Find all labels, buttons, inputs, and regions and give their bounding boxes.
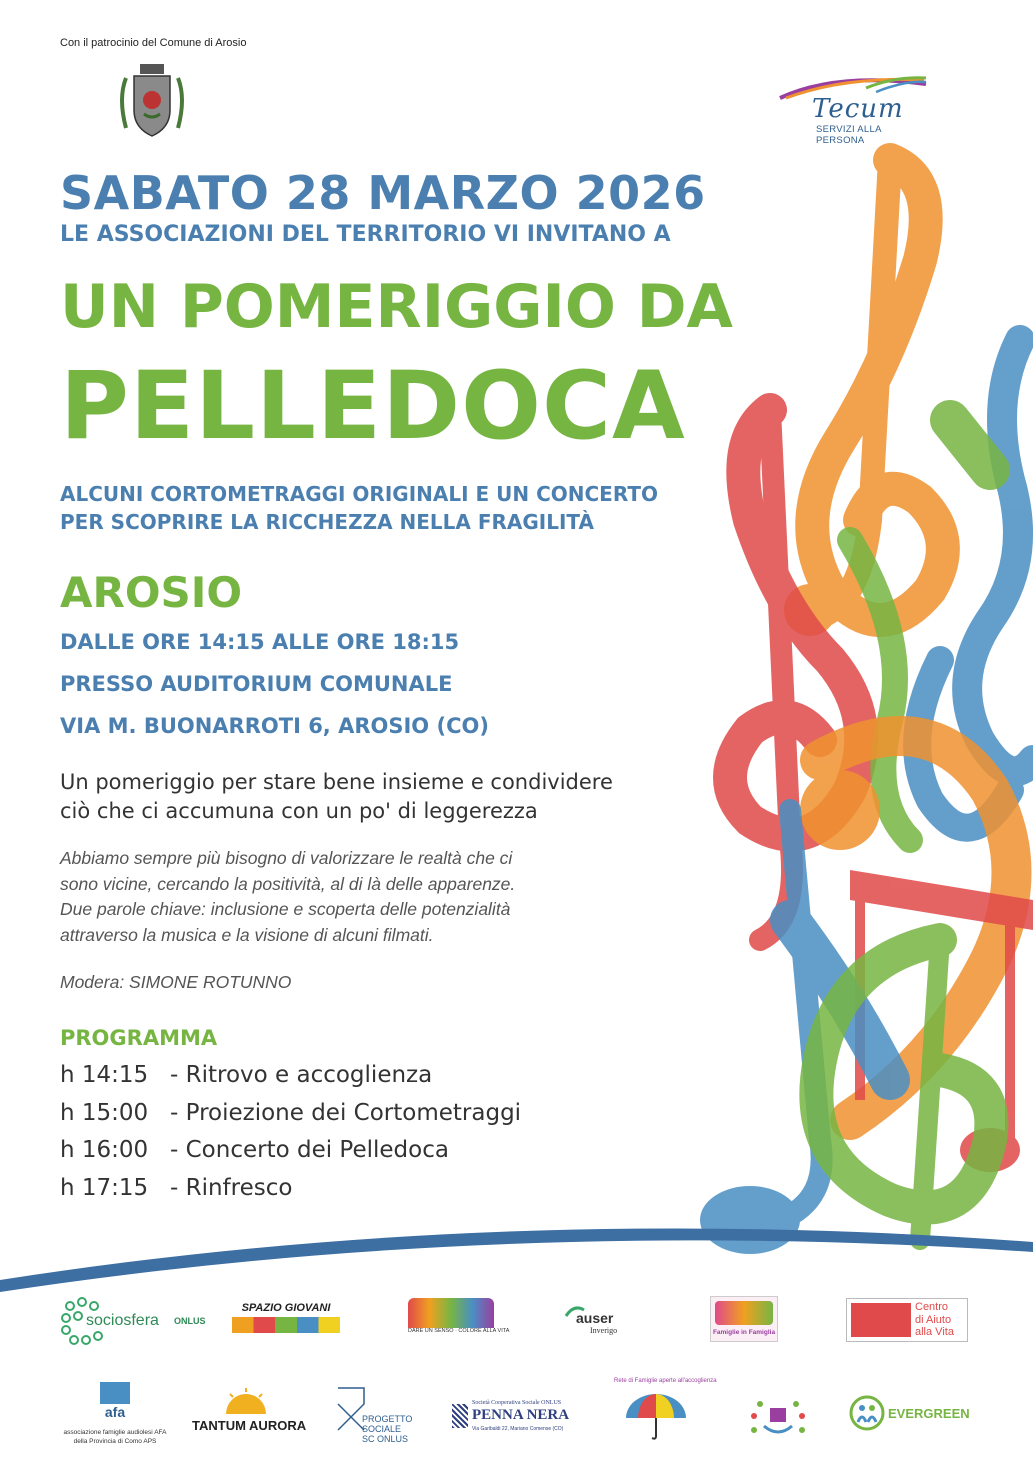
sunrise-icon (216, 1388, 276, 1414)
famiglie-name: Famiglie in Famiglia (712, 1329, 776, 1336)
program-time: h 15:00 (60, 1099, 149, 1126)
progetto-sociale-logo (334, 1384, 418, 1446)
event-subtitle (60, 480, 658, 536)
stars-hands-logo (746, 1396, 810, 1440)
event-invite: LE ASSOCIAZIONI DEL TERRITORIO VI INVITANO A (60, 222, 671, 247)
program-text: - Concerto dei Pelledoca (170, 1137, 449, 1163)
desc-line4: attraverso la musica e la visione di alcuni filmati. (60, 924, 434, 945)
centro-aiuto-logo (846, 1298, 968, 1342)
program-text: - Ritrovo e accoglienza (170, 1062, 433, 1088)
lead-line2: ciò che ci accumuna con un po' di leggerezza (60, 799, 538, 823)
program-item (60, 1062, 521, 1100)
dare-colore-text: DARE UN SENSO · COLORE ALLA VITA (408, 1328, 510, 1334)
moderator: Modera: SIMONE ROTUNNO (60, 972, 292, 992)
desc-line2: sono vicine, cercando la positività, al di là delle apparenze. (60, 873, 516, 894)
subtitle-line2: PER SCOPRIRE LA RICCHEZZA NELLA FRAGILITÀ (60, 510, 595, 534)
tantum-name: TANTUM AURORA (192, 1418, 307, 1433)
program-text: - Rinfresco (170, 1174, 293, 1201)
auser-sub: Inverigo (590, 1326, 618, 1335)
afa-line1: associazione famiglie audiolesi AFA (63, 1429, 167, 1436)
evergreen-name: EVERGREEN (888, 1406, 970, 1421)
sociosfera-tag: ONLUS (174, 1316, 206, 1326)
dare-colore-logo (408, 1298, 510, 1342)
tantum-aurora-logo (192, 1388, 307, 1438)
event-lead (60, 768, 613, 826)
auser-logo (564, 1300, 644, 1340)
program-list (60, 1062, 521, 1212)
desc-line1: Abbiamo sempre più bisogno di valorizzare le realtà che ci (60, 848, 513, 868)
rete-name: Rete di Famiglie aperte all'accoglienza (614, 1378, 717, 1384)
penna-name: PENNA NERA (472, 1407, 570, 1423)
footer-swoosh (0, 1212, 1033, 1302)
tecum-subtitle: SERVIZI ALLA PERSONA (816, 124, 882, 146)
event-date: SABATO 28 MARZO 2026 (60, 166, 706, 220)
progetto-line2: SOCIALE (362, 1424, 402, 1434)
progetto-line3: SC ONLUS (362, 1434, 409, 1444)
tecum-logo (776, 72, 928, 146)
event-title-line2: PELLEDOCA (60, 352, 686, 461)
evergreen-logo (850, 1396, 974, 1434)
desc-line3: Due parole chiave: inclusione e scoperta delle potenzialità (60, 899, 511, 919)
sociosfera-name: sociosfera (86, 1312, 159, 1329)
arosio-crest-icon (116, 58, 188, 144)
rete-famiglie-logo (614, 1378, 717, 1450)
centro-line2: di Aiuto (915, 1313, 952, 1326)
patronage-text: Con il patrocinio del Comune di Arosio (60, 37, 247, 49)
event-title-line1: UN POMERIGGIO DA (60, 272, 733, 342)
auser-name: auser (576, 1310, 614, 1326)
program-text: - Proiezione dei Cortometraggi (170, 1099, 522, 1126)
afa-logo (50, 1382, 180, 1462)
afa-line2: della Provincia di Como APS (73, 1438, 157, 1445)
famiglie-logo (710, 1296, 778, 1342)
program-item (60, 1175, 521, 1213)
umbrella-icon (624, 1392, 688, 1442)
spazio-giovani-name: SPAZIO GIOVANI (241, 1302, 331, 1314)
sociosfera-logo (60, 1296, 206, 1346)
program-item (60, 1137, 521, 1175)
program-time: h 14:15 (60, 1062, 149, 1088)
tecum-name: Tecum (812, 94, 904, 124)
lead-line1: Un pomeriggio per stare bene insieme e condividere (60, 770, 613, 794)
stars-hands-icon (746, 1396, 810, 1440)
program-time: h 17:15 (60, 1174, 149, 1201)
event-city: AROSIO (60, 568, 243, 617)
penna-top: Società Cooperativa Sociale ONLUS (472, 1400, 562, 1406)
program-title: PROGRAMMA (60, 1026, 218, 1050)
centro-line3: alla Vita (915, 1326, 954, 1338)
program-item (60, 1100, 521, 1138)
spazio-giovani-logo (232, 1302, 340, 1338)
event-venue: PRESSO AUDITORIUM COMUNALE (60, 672, 453, 696)
music-clefs-illustration (690, 140, 1033, 1290)
event-hours: DALLE ORE 14:15 ALLE ORE 18:15 (60, 630, 460, 654)
centro-line1: Centro (915, 1301, 949, 1313)
penna-sub: Via Garibaldi 22, Mariano Comense (CO) (472, 1426, 564, 1432)
subtitle-line1: ALCUNI CORTOMETRAGGI ORIGINALI E UN CONCERTO (60, 482, 658, 506)
program-time: h 16:00 (60, 1137, 149, 1163)
afa-name: afa (104, 1404, 126, 1420)
event-description (60, 846, 515, 948)
evergreen-people-icon (850, 1396, 884, 1430)
penna-nera-logo (452, 1400, 580, 1436)
progetto-line1: PROGETTO (362, 1414, 413, 1424)
event-address: VIA M. BUONARROTI 6, AROSIO (CO) (60, 714, 489, 738)
